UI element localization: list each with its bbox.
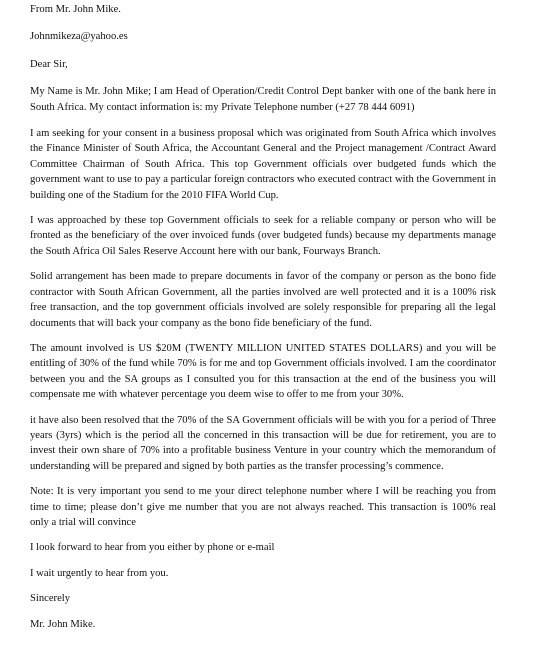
paragraph-resolution: it have also been resolved that the 70% of the SA Government officials will be with you for a period of Three years (3yrs) which is the period all the concerned in this transaction will be due for retirement, you are to invest their own share of 70% into a profitable business Venture in your country which the memorandum of understanding will be prepared and signed by both parties as the transfer processing’s commence. — [30, 414, 496, 472]
paragraph-approach: I was approached by these top Government officials to seek for a reliable company or person who will be fronted as the beneficiary of the over invoiced funds (over budgeted funds) because my departments manage the South Africa Oil Sales Reserve Account here with our bank, Fourways Branch. — [30, 215, 496, 257]
closing: Sincerely — [30, 593, 71, 605]
paragraph-amount: The amount involved is US $20M (TWENTY MILLION UNITED STATES DOLLARS) and you will be entitling of 30% of the fund while 70% is for me and top Government officials involved. I am the coordinator between you and the SA groups as I consulted you for this transaction at the end of the business you will compensate me with whatever percentage you deem wise to offer to me from your 30%. — [30, 342, 496, 401]
letter-body — [30, 0, 496, 632]
paragraph-look-forward: I look forward to hear from you either by phone or e-mail — [30, 542, 275, 554]
paragraph-note: Note: It is very important you send to me your direct telephone number where I will be reaching you from time to time; please don’t give me number that you are not always reached. This transaction is 100% real only a trial will convince — [30, 486, 496, 528]
paragraph-arrangement: Solid arrangement has been made to prepare documents in favor of the company or person as the bono fide contractor with South African Government, all the parties involved are well protected and it is a 100% risk free transaction, and the top government officials involved are solely responsible for preparing all the legal documents that will back your company as the bono fide beneficiary of the fund. — [30, 271, 496, 329]
paragraph-introduction: My Name is Mr. John Mike; I am Head of Operation/Credit Control Dept banker with one of the bank here in South Africa. My contact information is: my Private Telephone number (+27 78 444 6091) — [30, 86, 496, 113]
sender-email: Johnmikeza@yahoo.es — [30, 31, 128, 43]
paragraph-proposal: I am seeking for your consent in a business proposal which was originated from South Africa which involves the Finance Minister of South Africa, the Accountant General and the Project management /Contract Award Committee Chairman of South Africa. This top Government officials over budgeted funds which the government want to use to pay a particular foreign contractors who executed contract with the Government in building one of the Stadium for the 2010 FIFA World Cup. — [30, 128, 496, 201]
signature: Mr. John Mike. — [30, 618, 96, 630]
sender-line: From Mr. John Mike. — [30, 4, 121, 15]
paragraph-wait: I wait urgently to hear from you. — [30, 567, 169, 579]
salutation: Dear Sir, — [30, 58, 68, 70]
